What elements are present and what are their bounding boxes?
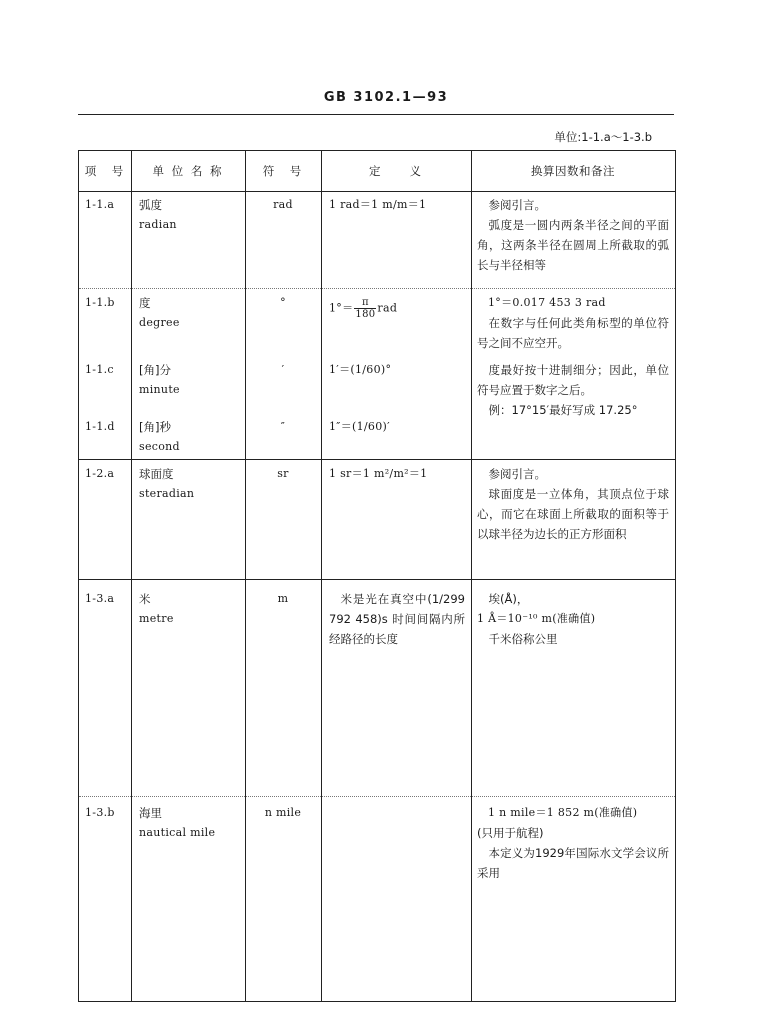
note-line: 参阅引言。 (488, 467, 546, 481)
column-header-symbol: 符 号 (262, 164, 304, 178)
note-line: (只用于航程) (477, 826, 544, 840)
note-line: 度最好按十进制细分；因此，单位符号应置于数字之后。 (477, 363, 669, 397)
fraction (354, 297, 376, 320)
unit-symbol: n mile (264, 806, 302, 819)
definition (329, 297, 397, 320)
item-number: 1-3.b (85, 806, 115, 819)
unit-name (139, 589, 174, 629)
unit-name-cn: [角]秒 (139, 420, 171, 434)
unit-name-en: metre (139, 612, 174, 625)
column-header-notes: 换算因数和备注 (531, 164, 615, 178)
unit-name-en: nautical mile (139, 826, 216, 839)
unit-name-en: second (139, 440, 180, 453)
definition: 1′＝(1/60)° (329, 363, 392, 376)
note-line: 弧度是一圆内两条半径之间的平面角，这两条半径在圆周上所截取的弧长与半径相等 (477, 218, 669, 272)
fraction-numerator: π (354, 297, 376, 309)
column-divider (245, 151, 246, 1001)
notes (477, 803, 669, 883)
unit-name (139, 195, 177, 235)
note-line: 1°＝0.017 453 3 rad (488, 296, 606, 309)
standard-code-header: GB 3102.1—93 (323, 90, 449, 105)
fraction-denominator: 180 (355, 309, 376, 320)
header-rule-bottom (79, 191, 675, 192)
note-line: 千米俗称公里 (488, 632, 558, 646)
unit-range-note: 单位:1-1.a～1-3.b (554, 130, 652, 144)
unit-name-cn: 米 (139, 592, 151, 606)
column-header-item: 项 号 (84, 164, 126, 178)
unit-name-cn: 球面度 (139, 467, 174, 481)
note-line: 参阅引言。 (488, 198, 546, 212)
column-header-definition: 定 义 (369, 164, 423, 178)
unit-name-en: degree (139, 316, 180, 329)
definition-prefix: 1°＝ (329, 301, 354, 315)
column-divider (321, 151, 322, 1001)
item-number: 1-3.a (85, 592, 115, 605)
column-divider (131, 151, 132, 1001)
unit-name-en: minute (139, 383, 180, 396)
unit-name-en: radian (139, 218, 177, 231)
unit-symbol: ″ (280, 420, 286, 433)
unit-name-cn: 海里 (139, 806, 162, 820)
unit-symbol: ° (280, 296, 286, 309)
unit-name (139, 464, 194, 504)
notes (477, 360, 669, 420)
header-rule (78, 114, 674, 115)
unit-symbol: rad (273, 198, 293, 211)
note-line: 1 Å＝10⁻¹⁰ m(准确值) (477, 612, 596, 625)
unit-table (78, 150, 676, 1002)
column-header-name: 单 位 名 称 (152, 164, 224, 178)
definition: 1 rad＝1 m/m＝1 (329, 198, 427, 211)
notes (477, 464, 669, 544)
unit-symbol: m (277, 592, 289, 605)
column-divider (471, 151, 472, 1001)
definition-suffix: rad (377, 301, 398, 315)
unit-name (139, 293, 180, 333)
unit-name-cn: 度 (139, 296, 151, 310)
definition: 1″＝(1/60)′ (329, 420, 390, 433)
unit-name (139, 360, 180, 400)
definition: 1 sr＝1 m²/m²＝1 (329, 467, 428, 480)
unit-name-cn: 弧度 (139, 198, 162, 212)
note-line: 埃(Å)， (488, 592, 529, 606)
item-number: 1-1.a (85, 198, 115, 211)
item-number: 1-1.d (85, 420, 115, 433)
row-divider (79, 459, 675, 460)
row-divider (79, 796, 675, 797)
notes (477, 293, 669, 353)
note-line: 球面度是一立体角，其顶点位于球心，而它在球面上所截取的面积等于以球半径为边长的正方形面积 (477, 487, 669, 541)
unit-symbol: ′ (281, 363, 285, 376)
unit-symbol: sr (277, 467, 289, 480)
unit-name-cn: [角]分 (139, 363, 171, 377)
unit-name (139, 417, 180, 457)
definition (329, 589, 465, 649)
notes (477, 195, 669, 275)
item-number: 1-2.a (85, 467, 115, 480)
unit-name-en: steradian (139, 487, 195, 500)
row-divider (79, 288, 675, 289)
definition-text: 米是光在真空中(1/299 792 458)s 时间间隔内所经路径的长度 (329, 592, 465, 646)
unit-name (139, 803, 215, 843)
note-line: 1 n mile＝1 852 m(准确值) (488, 806, 638, 819)
notes (477, 589, 669, 649)
note-line: 例：17°15′最好写成 17.25° (488, 403, 638, 417)
note-line: 在数字与任何此类角标型的单位符号之间不应空开。 (477, 316, 669, 350)
item-number: 1-1.b (85, 296, 115, 309)
row-divider (79, 579, 675, 580)
note-line: 本定义为1929年国际水文学会议所采用 (477, 846, 669, 880)
item-number: 1-1.c (85, 363, 114, 376)
